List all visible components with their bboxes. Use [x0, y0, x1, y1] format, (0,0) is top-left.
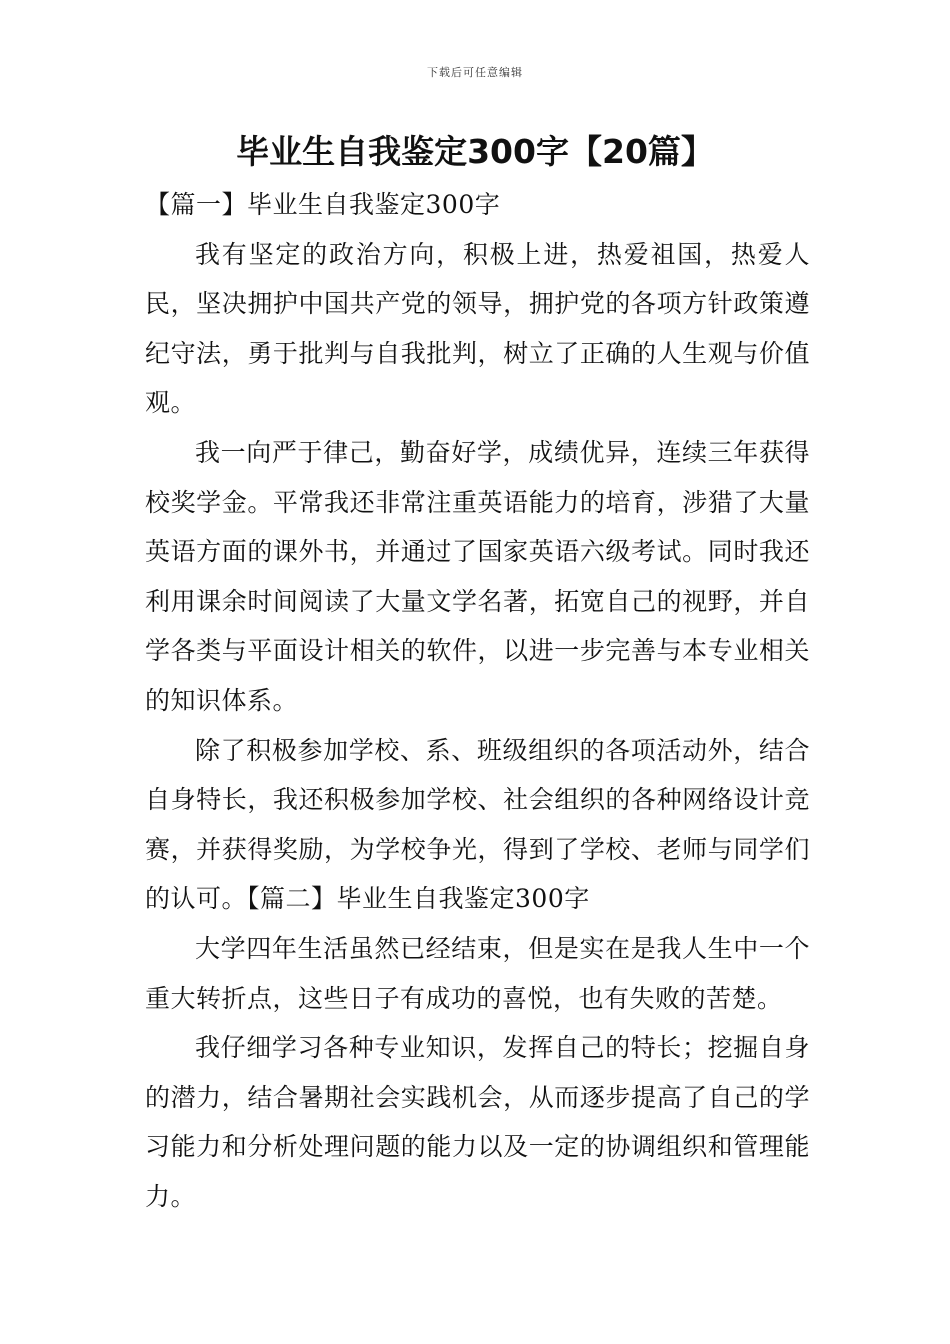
section-heading-2: 【篇二】毕业生自我鉴定300字: [247, 884, 590, 914]
header-note: 下载后可任意编辑: [427, 66, 523, 79]
paragraph-4: 大学四年生活虽然已经结束，但是实在是我人生中一个重大转折点，这些日子有成功的喜悦，也有失败的苦楚。: [145, 933, 810, 1013]
document-body: [145, 180, 810, 1221]
paragraph-3: [145, 726, 810, 924]
section-heading-1: 【篇一】毕业生自我鉴定300字: [145, 190, 501, 219]
document-title: 毕业生自我鉴定300字【20篇】: [236, 132, 714, 171]
paragraph-2: 我一向严于律己，勤奋好学，成绩优异，连续三年获得校奖学金。平常我还非常注重英语能力的培育，涉猎了大量英语方面的课外书，并通过了国家英语六级考试。同时我还利用课余时间阅读了大量文学名著，拓宽自己的视野，并自学各类与平面设计相关的软件，以进一步完善与本专业相关的知识体系。: [145, 437, 810, 715]
paragraph-5: 我仔细学习各种专业知识，发挥自己的特长；挖掘自身的潜力，结合暑期社会实践机会，从而逐步提高了自己的学习能力和分析处理问题的能力以及一定的协调组织和管理能力。: [145, 1033, 810, 1211]
paragraph-3-text: 除了积极参加学校、系、班级组织的各项活动外，结合自身特长，我还积极参加学校、社会组织的各种网络设计竞赛，并获得奖励，为学校争光，得到了学校、老师与同学们的认可。: [145, 735, 810, 914]
paragraph-1: 我有坚定的政治方向，积极上进，热爱祖国，热爱人民，坚决拥护中国共产党的领导，拥护党的各项方针政策遵纪守法，勇于批判与自我批判，树立了正确的人生观与价值观。: [145, 239, 810, 418]
